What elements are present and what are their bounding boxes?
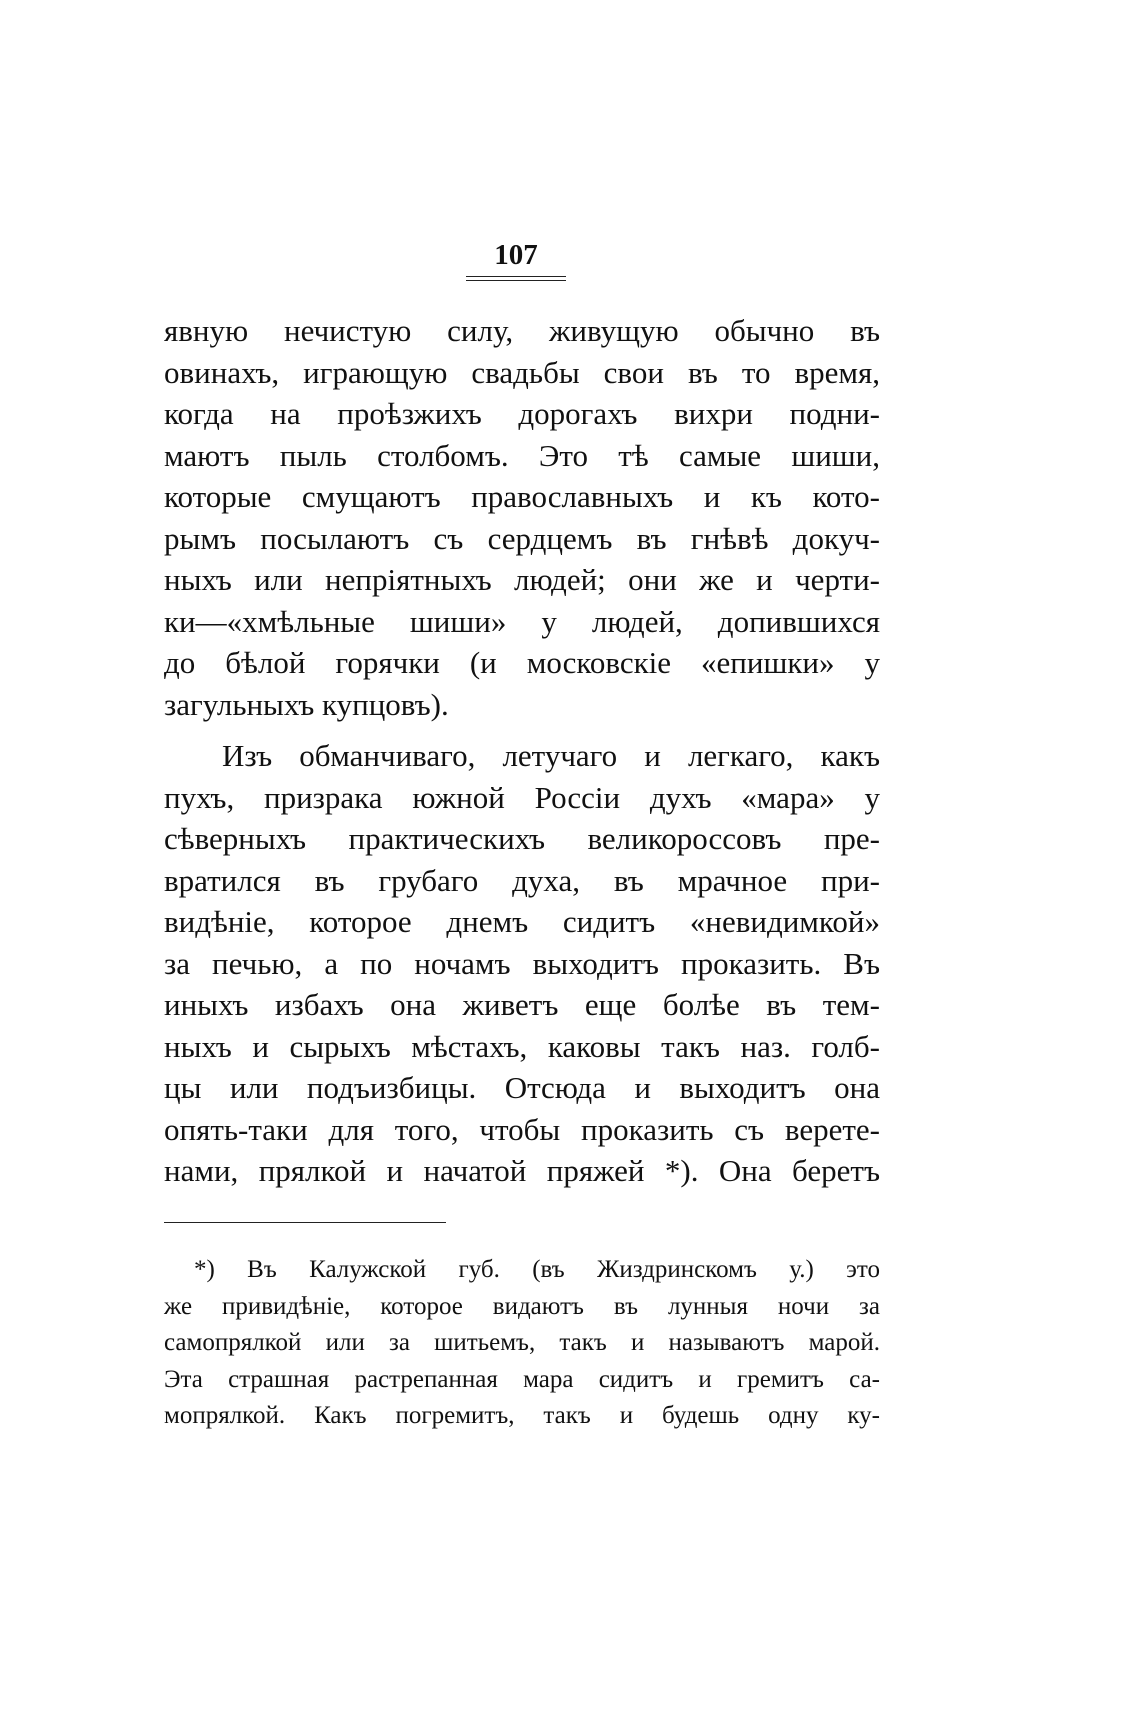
text-line: вратился въ грубаго духа, въ мрачное при-	[164, 862, 880, 898]
text-line: овинахъ, играющую свадьбы свои въ то время,	[164, 354, 880, 390]
text-line: рымъ посылаютъ съ сердцемъ въ гнѣвѣ докуч-	[164, 520, 880, 556]
footnote-line: Эта страшная растрепанная мара сидитъ и гремитъ са-	[164, 1365, 880, 1393]
footnote-line: самопрялкой или за шитьемъ, такъ и называютъ марой.	[164, 1329, 880, 1356]
text-line: пухъ, призрака южной Россіи духъ «мара» у	[164, 779, 880, 815]
text-line: опять-таки для того, чтобы проказить съ верете-	[164, 1111, 880, 1147]
footnote	[164, 1252, 880, 1435]
text-line: видѣніе, которое днемъ сидитъ «невидимкой»	[164, 904, 880, 939]
text-line: ныхъ или непріятныхъ людей; они же и черти-	[164, 562, 880, 597]
paragraph-gap	[164, 725, 880, 735]
page-number-block	[466, 238, 566, 272]
main-text	[164, 310, 880, 1192]
text-line: сѣверныхъ практическихъ великороссовъ пре-	[164, 821, 880, 856]
text-line: загульныхъ купцовъ).	[164, 686, 449, 722]
footnote-line: мопрялкой. Какъ погремитъ, такъ и будешь одну ку-	[164, 1402, 880, 1429]
text-line: ки—«хмѣльные шиши» у людей, допившихся	[164, 603, 880, 639]
text-line: иныхъ избахъ она живетъ еще болѣе въ тем-	[164, 987, 880, 1022]
text-line: ныхъ и сырыхъ мѣстахъ, каковы такъ наз. голб-	[164, 1028, 880, 1064]
text-line: нами, прялкой и начатой пряжей *). Она беретъ	[164, 1153, 880, 1188]
paragraph-2	[164, 735, 880, 1192]
footnote-line: же привидѣніе, которое видаютъ въ лунныя ночи за	[164, 1292, 880, 1320]
text-line: маютъ пыль столбомъ. Это тѣ самые шиши,	[164, 437, 880, 473]
page-number: 107	[494, 239, 538, 271]
text-line: до бѣлой горячки (и московскіе «епишки» у	[164, 645, 880, 680]
text-line: Изъ обманчиваго, летучаго и легкаго, какъ	[222, 738, 880, 773]
text-line: явную нечистую силу, живущую обычно въ	[164, 313, 880, 348]
page-number-double-rule	[466, 276, 566, 281]
footnote-line: *) Въ Калужской губ. (въ Жиздринскомъ у.) это	[194, 1256, 880, 1283]
text-line: за печью, а по ночамъ выходитъ проказить. Въ	[164, 945, 880, 981]
text-line: цы или подъизбицы. Отсюда и выходитъ она	[164, 1070, 880, 1105]
paragraph-1	[164, 310, 880, 725]
footnote-separator	[164, 1222, 446, 1223]
text-line: которые смущаютъ православныхъ и къ кото-	[164, 479, 880, 514]
text-line: когда на проѣзжихъ дорогахъ вихри подни-	[164, 396, 880, 431]
